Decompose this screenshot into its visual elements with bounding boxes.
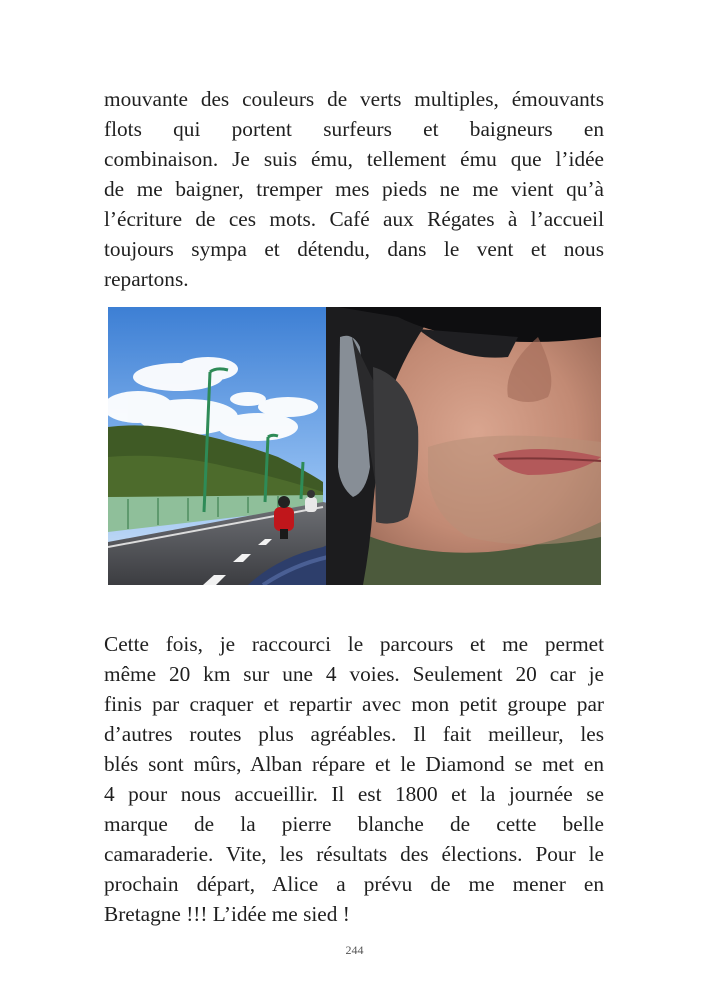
text-line: prochain départ, Alice a prévu de me mener en [104,872,604,896]
text-line: camaraderie. Vite, les résultats des élections. Pour le [104,842,604,866]
text-line: mouvante des couleurs de verts multiples, émouvants [104,87,604,111]
paragraph-2 [104,629,604,929]
text-line: blés sont mûrs, Alban répare et le Diamond se met en [104,752,604,776]
text-line: Bretagne !!! L’idée me sied ! [104,902,350,926]
text-line: repartons. [104,267,189,291]
page-number: 244 [345,943,364,957]
text-line: même 20 km sur une 4 voies. Seulement 20 car je [104,662,604,686]
text-line: d’autres routes plus agréables. Il fait meilleur, les [104,722,604,746]
photo-bridge-selfie [108,307,601,585]
paragraph-1 [104,84,604,294]
text-line: finis par craquer et repartir avec mon petit groupe par [104,692,604,716]
text-line: 4 pour nous accueillir. Il est 1800 et la journée se [104,782,604,806]
text-line: marque de la pierre blanche de cette belle [104,812,604,836]
text-line: l’écriture de ces mots. Café aux Régates à l’accueil [104,207,604,231]
text-line: combinaison. Je suis ému, tellement ému que l’idée [104,147,604,171]
text-line: Cette fois, je raccourci le parcours et me permet [104,632,604,656]
text-line: flots qui portent surfeurs et baigneurs en [104,117,604,141]
text-line: de me baigner, tremper mes pieds ne me vient qu’à [104,177,604,201]
text-line: toujours sympa et détendu, dans le vent et nous [104,237,604,261]
